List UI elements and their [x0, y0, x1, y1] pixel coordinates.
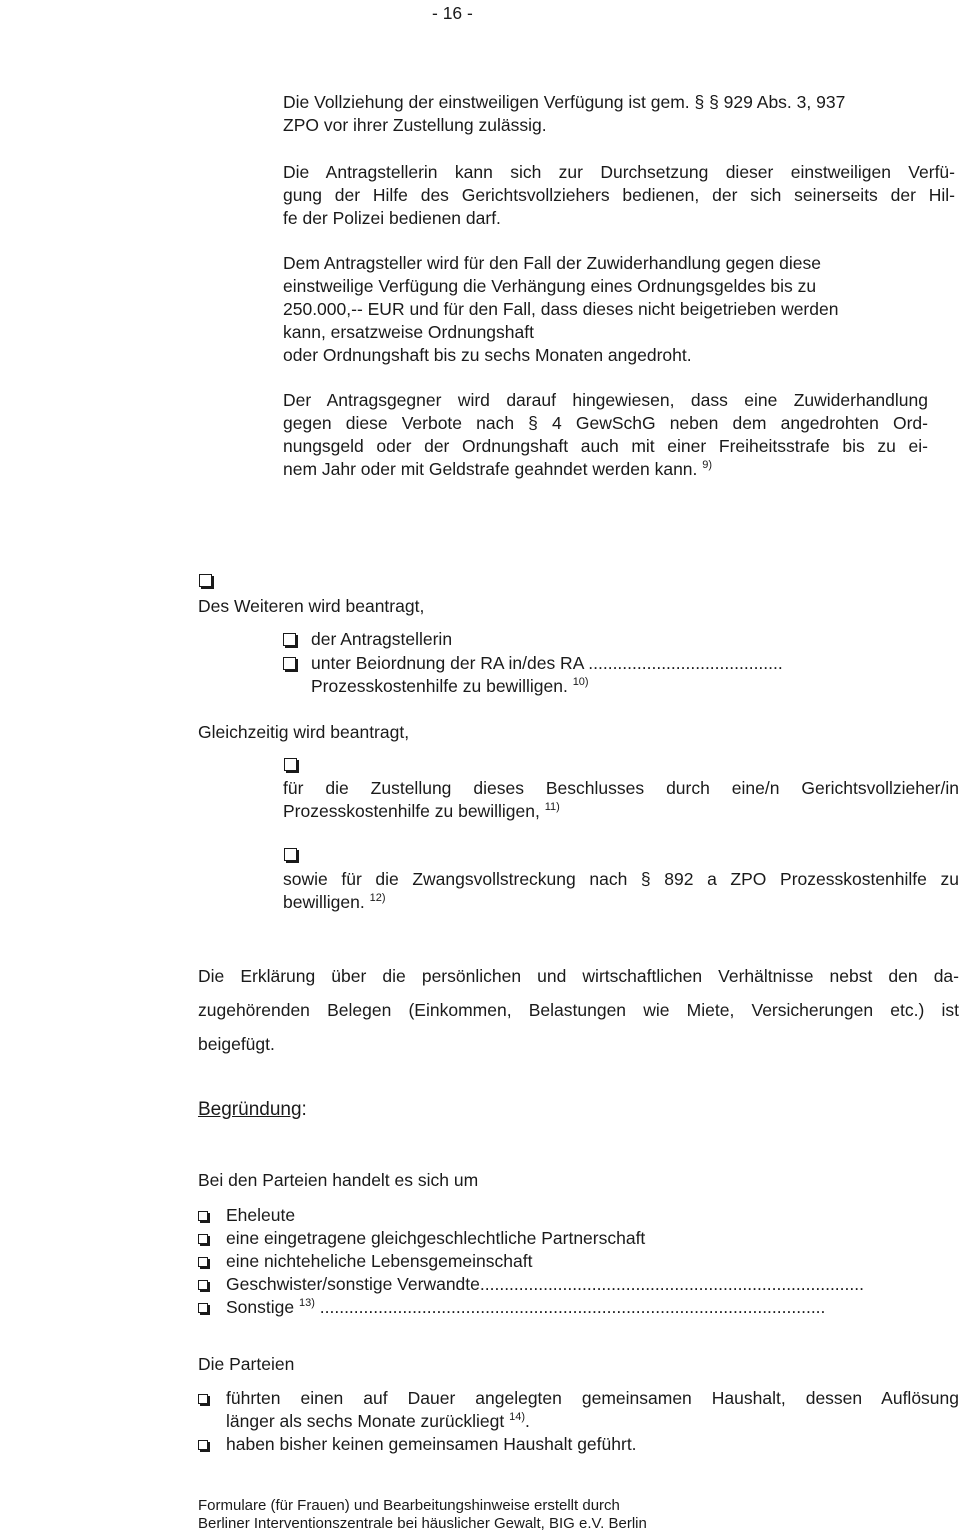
text-line: Dem Antragsteller wird für den Fall der Zuwiderhandlung gegen diese	[283, 253, 821, 273]
text-line	[283, 800, 959, 823]
text-span: Prozesskostenhilfe zu bewilligen.	[311, 676, 568, 696]
text-line: nungsgeld oder der Ordnungshaft auch mit einer Freiheitsstrafe bis zu ei-	[283, 436, 928, 456]
text-line: beigefügt.	[198, 1034, 275, 1054]
heading-colon: :	[301, 1099, 307, 1120]
paragraph-vollziehung	[283, 91, 923, 137]
text-line: oder Ordnungshaft bis zu sechs Monaten angedroht.	[283, 345, 692, 365]
text-line: kann, ersatzweise Ordnungshaft	[283, 322, 534, 342]
footnote-ref: 11)	[544, 801, 560, 814]
option-label: haben bisher keinen gemeinsamen Haushalt geführt.	[226, 1434, 637, 1454]
paragraph-gerichtsvollzieher	[283, 161, 955, 230]
pkh-option-beiordnung	[283, 652, 783, 675]
option-eheleute	[198, 1204, 958, 1227]
pkh-intro: Des Weiteren wird beantragt,	[198, 596, 425, 616]
option-label: Sonstige	[226, 1297, 295, 1317]
checkbox-partnerschaft[interactable]	[198, 1234, 208, 1244]
zwangsvollstreckung-text	[283, 868, 959, 914]
text-line: Die Vollziehung der einstweiligen Verfügung ist gem. § § 929 Abs. 3, 937	[283, 92, 846, 112]
option-gemeinsamer-haushalt	[198, 1387, 959, 1433]
option-sonstige	[198, 1296, 958, 1319]
page-number: - 16 -	[432, 3, 473, 23]
option-lebensgemeinschaft	[198, 1250, 958, 1273]
text-line: 250.000,-- EUR und für den Fall, dass dieses nicht beigetrieben werden	[283, 299, 839, 319]
checkbox-kein-haushalt[interactable]	[198, 1440, 208, 1450]
pkh-option-antragstellerin	[283, 628, 452, 651]
checkbox-eheleute[interactable]	[198, 1211, 208, 1221]
checkbox-pkh[interactable]	[199, 574, 212, 587]
text-line: Der Antragsgegner wird darauf hingewiesen, dass eine Zuwiderhandlung	[283, 390, 928, 410]
text-line: für die Zustellung dieses Beschlusses durch eine/n Gerichtsvollzieher/in	[283, 778, 959, 798]
checkbox-geschwister[interactable]	[198, 1280, 208, 1290]
paragraph-ordnungsgeld	[283, 252, 923, 367]
option-kein-haushalt	[198, 1433, 959, 1456]
text-span: länger als sechs Monate zurückliegt	[226, 1411, 505, 1431]
option-dots: ........................................................................................................	[314, 1297, 826, 1317]
footer-line: Berliner Interventionszentrale bei häuslicher Gewalt, BIG e.V. Berlin	[198, 1515, 647, 1532]
text-line: Die Erklärung über die persönlichen und wirtschaftlichen Verhältnisse nebst den da-	[198, 966, 959, 986]
paragraph-hinweis	[283, 389, 928, 481]
footnote-ref: 14)	[509, 1411, 525, 1424]
footnote-ref: 9)	[702, 459, 713, 472]
option-label: eine eingetragene gleichgeschlechtliche Partnerschaft	[226, 1228, 646, 1248]
text-line: fe der Polizei bedienen darf.	[283, 208, 501, 228]
text-period: .	[524, 1411, 530, 1431]
checkbox-zustellung[interactable]	[284, 758, 297, 771]
text-line: gegen diese Verbote nach § 4 GewSchG neben dem angedrohten Ord-	[283, 413, 928, 433]
option-geschwister	[198, 1273, 958, 1296]
text-line: führten einen auf Dauer angelegten gemeinsamen Haushalt, dessen Auflösung	[226, 1388, 959, 1408]
text-line	[283, 458, 928, 481]
option-partnerschaft	[198, 1227, 958, 1250]
checkbox-gemeinsamer-haushalt[interactable]	[198, 1394, 208, 1404]
text-line: sowie für die Zwangsvollstreckung nach § 892 a ZPO Prozesskostenhilfe zu	[283, 869, 959, 889]
option-label: Eheleute	[226, 1205, 296, 1225]
text-span: nem Jahr oder mit Geldstrafe geahndet werden kann.	[283, 459, 698, 479]
haushalt-intro: Die Parteien	[198, 1354, 295, 1374]
text-line: zugehörenden Belegen (Einkommen, Belastungen wie Miete, Versicherungen etc.) ist	[198, 1000, 959, 1020]
checkbox-lebensgemeinschaft[interactable]	[198, 1257, 208, 1267]
footnote-ref: 10)	[572, 676, 589, 689]
haushalt-options	[198, 1387, 959, 1456]
option-label: eine nichteheliche Lebensgemeinschaft	[226, 1251, 533, 1271]
checkbox-sonstige[interactable]	[198, 1303, 208, 1313]
text-line: gung der Hilfe des Gerichtsvollziehers bedienen, der sich seinerseits der Hil-	[283, 185, 955, 205]
gleichzeitig-intro: Gleichzeitig wird beantragt,	[198, 722, 410, 742]
footnote-ref: 12)	[369, 892, 386, 905]
option-label: unter Beiordnung der RA in/des RA ........................................	[311, 653, 783, 673]
checkbox-zwangsvollstreckung[interactable]	[284, 848, 297, 861]
text-line: Die Antragstellerin kann sich zur Durchsetzung dieser einstweiligen Verfü-	[283, 162, 955, 182]
text-line: ZPO vor ihrer Zustellung zulässig.	[283, 115, 547, 135]
pkh-line	[311, 675, 589, 698]
option-label-wrap	[226, 1296, 825, 1319]
option-text	[226, 1387, 959, 1433]
footer-line: Formulare (für Frauen) und Bearbeitungshinweise erstellt durch	[198, 1497, 620, 1514]
text-span: bewilligen.	[283, 892, 365, 912]
footer	[198, 1497, 647, 1533]
checkbox-antragstellerin[interactable]	[283, 633, 296, 646]
footnote-ref: 13)	[298, 1297, 315, 1310]
option-label: der Antragstellerin	[311, 629, 453, 649]
paragraph-erklaerung	[198, 959, 959, 1061]
option-label: Geschwister/sonstige Verwandte...............................................................................	[226, 1274, 864, 1294]
heading-begruendung	[198, 1098, 307, 1122]
text-line: einstweilige Verfügung die Verhängung eines Ordnungsgeldes bis zu	[283, 276, 817, 296]
parteien-options	[198, 1204, 958, 1319]
parteien-intro: Bei den Parteien handelt es sich um	[198, 1170, 479, 1190]
text-line	[283, 891, 959, 914]
text-line	[226, 1410, 959, 1433]
heading-text: Begründung	[198, 1099, 302, 1120]
text-span: Prozesskostenhilfe zu bewilligen,	[283, 801, 540, 821]
zustellung-text	[283, 777, 959, 823]
checkbox-beiordnung[interactable]	[283, 657, 296, 670]
